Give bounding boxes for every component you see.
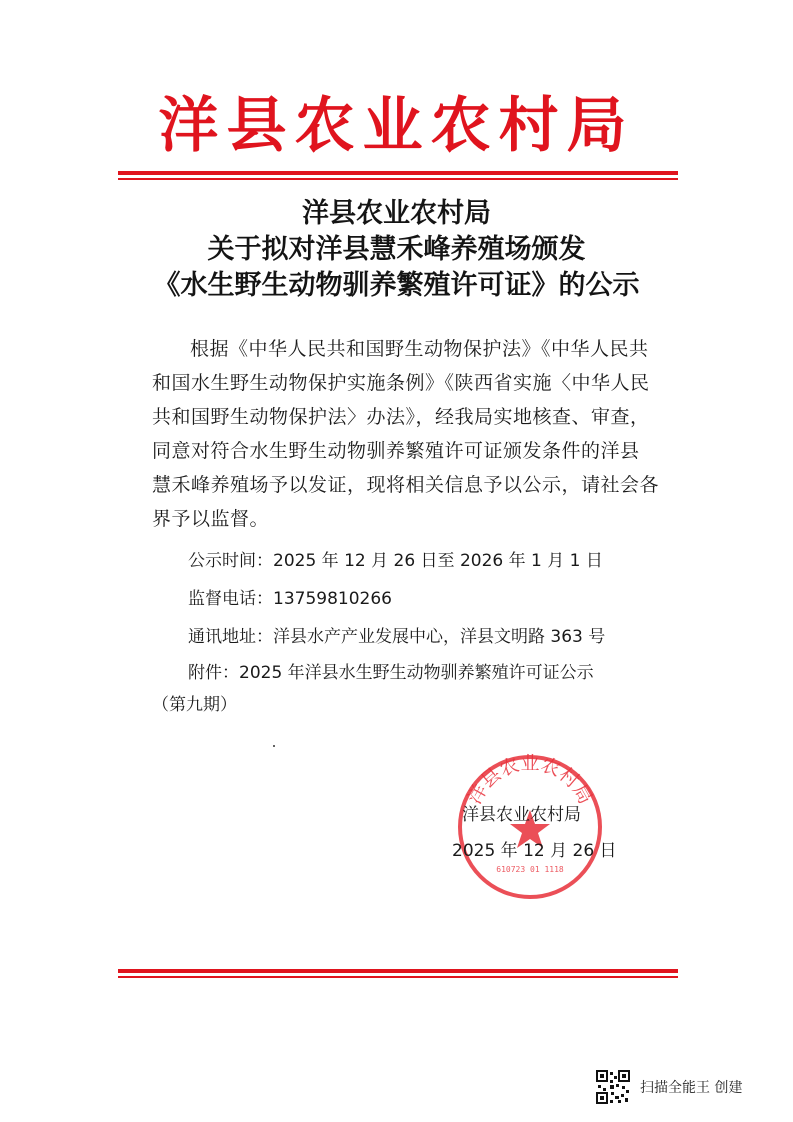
official-seal (455, 752, 605, 902)
body-line: 界予以监督。 (152, 508, 270, 530)
body-line: 共和国野生动物保护法〉办法》，经我局实地核查、审查， (152, 406, 650, 428)
title-line-3: 《水生野生动物驯养繁殖许可证》的公示 (153, 270, 640, 301)
title-line-2: 关于拟对洋县慧禾峰养殖场颁发 (207, 234, 586, 265)
contact-address: 通讯地址：洋县水产产业发展中心，洋县文明路 363 号 (188, 627, 606, 647)
signature-org: 洋县农业农村局 (462, 805, 581, 825)
signature-date: 2025 年 12 月 26 日 (452, 841, 617, 861)
header-divider (118, 171, 678, 180)
publicity-period: 公示时间：2025 年 12 月 26 日至 2026 年 1 月 1 日 (188, 551, 603, 571)
attachment-line-cont: （第九期） (152, 695, 237, 715)
scanner-label: 扫描全能王 创建 (640, 1080, 743, 1096)
seal-text: 洋县农业农村局 (463, 752, 597, 808)
title-line-1: 洋县农业农村局 (302, 198, 491, 229)
seal-code: 610723 01 1118 (496, 865, 564, 874)
stray-dot (273, 745, 275, 747)
scanner-watermark (596, 1070, 742, 1104)
body-line: 同意对符合水生野生动物驯养繁殖许可证颁发条件的洋县 (152, 440, 640, 462)
body-line: 慧禾峰养殖场予以发证，现将相关信息予以公示，请社会各 (152, 474, 660, 496)
notice-body (152, 332, 658, 536)
masthead-title: 洋县农业农村局 (158, 91, 635, 161)
attachment-line: 附件：2025 年洋县水生野生动物驯养繁殖许可证公示 (188, 663, 594, 683)
qr-code-icon (596, 1070, 630, 1104)
body-line: 和国水生野生动物保护实施条例》《陕西省实施〈中华人民 (152, 372, 650, 394)
supervision-phone: 监督电话：13759810266 (188, 589, 392, 609)
document-title (0, 196, 793, 304)
footer-divider (118, 969, 678, 978)
body-line: 根据《中华人民共和国野生动物保护法》《中华人民共 (190, 338, 649, 360)
